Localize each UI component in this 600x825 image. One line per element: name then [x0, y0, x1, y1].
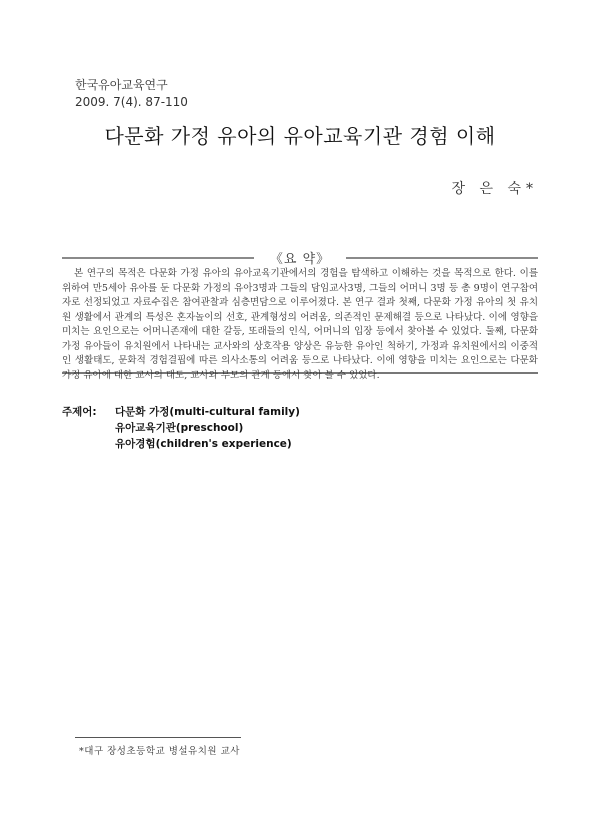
abstract-section	[62, 250, 538, 381]
abstract-heading: 《요 약》	[269, 252, 331, 267]
keyword-row	[62, 404, 300, 420]
abstract-text: 본 연구의 목적은 다문화 가정 유아의 유아교육기관에서의 경험을 탐색하고 이해하는 것을 목적으로 한다. 이를 위하여 만5세아 유아를 둔 다문화 가정의 유아3명과 그들의 담임교사3명, 그들의 어머니 3명 등 총 9명이 연구참여자로 선정되었고 자료수집은 참여관찰과 심층면담으로 이루어졌다. 본 연구 결과 첫째, 다문화 가정 유아의 첫 유치원 생활에서 관계의 특성은 혼자놀이의 선호, 관계형성의 어려움, 의존적인 문제해결 등으로 나타났다. 이에 영향을 미치는 요인으로는 어머니존재에 대한 갈등, 또래들의 인식, 어머니의 입장 등에서 찾아볼 수 있었다. 둘째, 다문화 가정 유아들이 유치원에서 나타내는 교사와의 상호작용 양상은 유능한 유아인 척하기, 가정과 유치원에서의 이중적인 생활태도, 문화적 경험결핍에 따른 의사소통의 어려움 등으로 나타났다. 이에 영향을 미치는 요인으로는 다문화 가정 유아에 대한 교사의 태도, 교사와 부모의 관계 등에서 찾아 볼 수 있었다.	[62, 268, 538, 381]
journal-name: 한국유아교육연구	[75, 78, 168, 92]
keyword-item: 다문화 가정(multi-cultural family)	[115, 406, 300, 418]
author-name: 장 은 숙*	[451, 181, 538, 197]
keywords-section	[62, 404, 300, 452]
paper-title: 다문화 가정 유아의 유아교육기관 경험 이해	[104, 124, 496, 148]
keyword-row	[62, 420, 300, 436]
journal-header	[75, 77, 188, 111]
keyword-row	[62, 436, 300, 452]
journal-citation: 2009. 7(4). 87-110	[75, 95, 188, 109]
keyword-item: 유아경험(children's experience)	[115, 438, 292, 450]
footnote-divider	[75, 737, 241, 738]
keyword-item: 유아교육기관(preschool)	[115, 422, 244, 434]
keywords-label: 주제어:	[62, 406, 97, 418]
author-footnote: *대구 장성초등학교 병설유치원 교사	[79, 746, 240, 757]
